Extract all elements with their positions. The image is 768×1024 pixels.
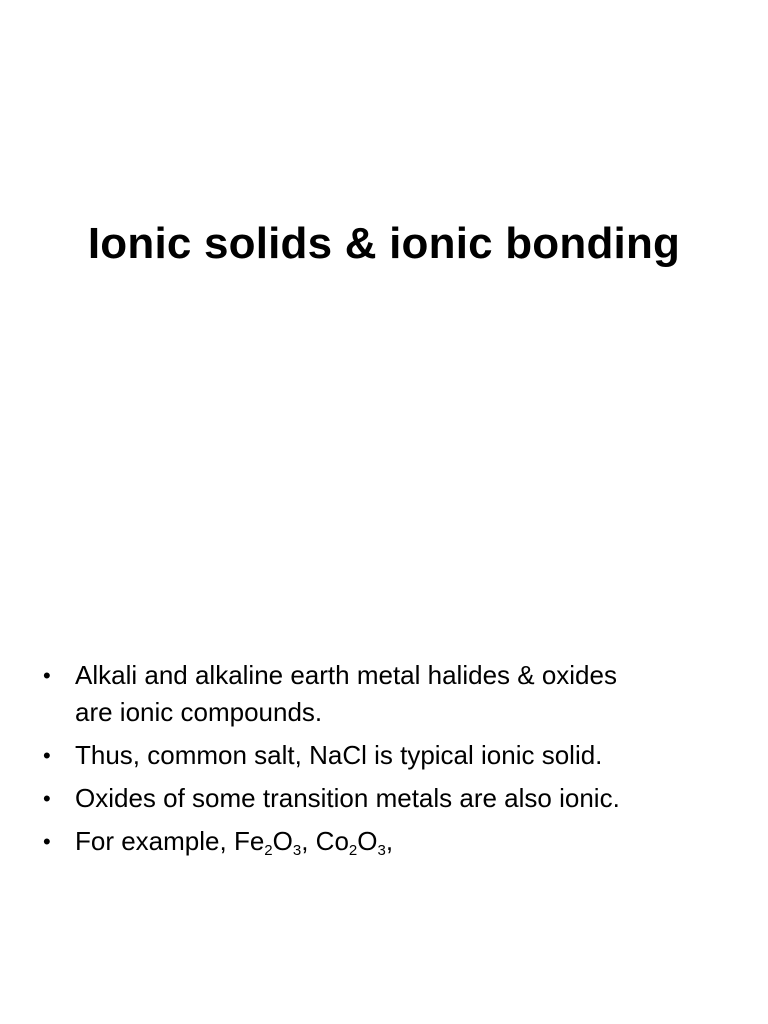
bullet-item: [40, 737, 740, 774]
formula-subscript: 3: [292, 842, 302, 859]
bullet-text: Alkali and alkaline earth metal halides & oxides: [75, 660, 617, 690]
example-formula-line: [75, 823, 740, 860]
bullet-text: Thus, common salt, NaCl is typical ionic solid.: [75, 740, 603, 770]
bullet-item: [40, 780, 740, 817]
formula-subscript: 2: [264, 842, 273, 859]
formula-element: O: [357, 826, 378, 856]
bullet-text: Oxides of some transition metals are also ionic.: [75, 783, 620, 813]
formula-separator: ,: [301, 826, 316, 856]
example-suffix: ,: [385, 826, 394, 856]
bullet-text: are ionic compounds.: [75, 697, 323, 727]
bullet-dot-icon: •: [43, 829, 51, 854]
bullet-dot-icon: •: [43, 786, 51, 811]
formula-subscript: 3: [377, 842, 386, 859]
formula-subscript: 2: [348, 842, 358, 859]
bullet-item: [40, 657, 740, 731]
example-prefix: For example,: [75, 826, 234, 856]
bullet-list: [40, 657, 740, 866]
formula-element: O: [272, 826, 293, 856]
bullet-dot-icon: •: [43, 663, 51, 688]
formula-element: Fe: [233, 826, 265, 856]
slide-title: Ionic solids & ionic bonding: [87, 219, 681, 268]
bullet-dot-icon: •: [43, 743, 51, 768]
bullet-item: [40, 823, 740, 860]
formula-element: Co: [315, 826, 349, 856]
